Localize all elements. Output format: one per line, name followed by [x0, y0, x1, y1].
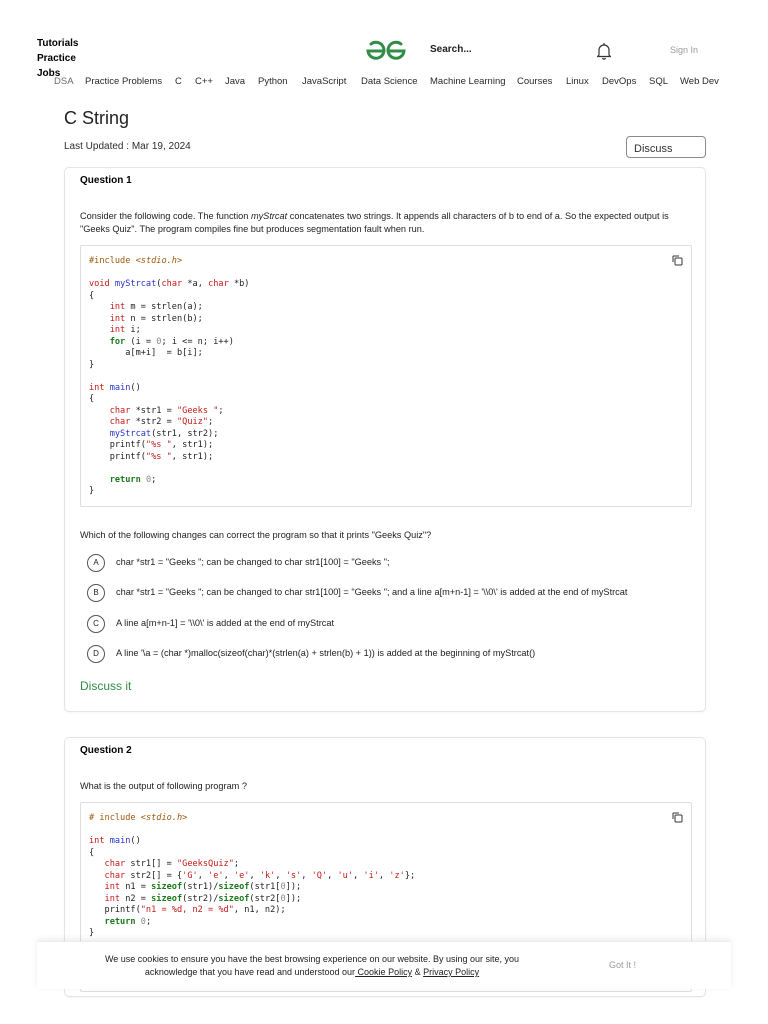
- gfg-logo-icon[interactable]: [364, 40, 408, 62]
- nav-item-practice-problems[interactable]: Practice Problems: [85, 76, 163, 87]
- page-title: C String: [64, 108, 130, 128]
- nav-item-java[interactable]: Java: [225, 76, 246, 87]
- nav-item-sql[interactable]: SQL: [649, 76, 669, 87]
- nav-item-courses[interactable]: Courses: [517, 76, 553, 87]
- discuss-it-link[interactable]: Discuss it: [80, 679, 132, 693]
- nav-item-javascript[interactable]: JavaScript: [302, 76, 347, 87]
- code-content: #include <stdio.h> void myStrcat(char *a, char *b) { int m = strlen(a); int n = strlen(b); int i; for (i = 0; i <= n; i++) a[m+i] = b[i]; } int main() { char *str1 = "Geeks "; char *str2 = "Quiz"; myStrcat(str1, str2); printf("%s ", str1); printf("%s ", str1); return 0; }: [89, 256, 250, 496]
- code-content: # include <stdio.h> int main() { char str1[] = "GeeksQuiz"; char str2[] = {'G', 'e', 'e', 'k', 's', 'Q', 'u', 'i', 'z'}; int n1 = sizeof(str1)/sizeof(str1[0]); int n2 = sizeof(str2)/sizeof(str2[0]); printf("n1 = %d, n2 = %d", n1, n2); return 0; }: [89, 813, 416, 938]
- copy-icon[interactable]: [672, 255, 683, 266]
- top-header: [0, 0, 768, 92]
- nav-item-linux[interactable]: Linux: [566, 76, 589, 87]
- question-prompt: Which of the following changes can correct the program so that it prints "Geeks Quiz"?: [80, 530, 432, 540]
- nav-item-machine-learning[interactable]: Machine Learning: [430, 76, 506, 87]
- question-card: [64, 167, 706, 712]
- category-nav: [0, 74, 768, 92]
- menu-practice[interactable]: Practice: [37, 53, 76, 64]
- search-input[interactable]: Search...: [430, 44, 472, 55]
- option-text: char *str1 = "Geeks "; can be changed to char str1[100] = "Geeks "; and a line a[m+n-1] = '\\0\' is added at the end of myStrcat: [116, 587, 628, 597]
- discuss-button[interactable]: Discuss: [626, 136, 706, 158]
- option-letter: D: [87, 645, 105, 663]
- question-title: Question 2: [80, 745, 132, 756]
- question-title: Question 1: [80, 175, 132, 186]
- menu-tutorials[interactable]: Tutorials: [37, 38, 79, 49]
- nav-item-web-dev[interactable]: Web Dev: [680, 76, 719, 87]
- option-text: A line a[m+n-1] = '\\0\' is added at the end of myStrcat: [116, 618, 335, 628]
- option-text: char *str1 = "Geeks "; can be changed to char str1[100] = "Geeks ";: [116, 557, 390, 567]
- cookie-message: We use cookies to ensure you have the best browsing experience on our website. By using our site, you acknowledge that you have read and understood our Cookie Policy & Privacy Policy: [104, 954, 520, 977]
- option-letter: A: [87, 554, 105, 572]
- nav-item-data-science[interactable]: Data Science: [361, 76, 418, 87]
- cookie-policy-link[interactable]: Cookie Policy: [355, 967, 413, 977]
- nav-item-dsa[interactable]: DSA: [54, 76, 74, 87]
- bell-icon[interactable]: [596, 42, 612, 60]
- function-name: myStrcat: [250, 211, 288, 221]
- code-block: [80, 245, 692, 507]
- option-letter: B: [87, 584, 105, 602]
- privacy-policy-link[interactable]: Privacy Policy: [423, 967, 480, 977]
- last-updated: Last Updated : Mar 19, 2024: [64, 141, 191, 152]
- question-prompt: What is the output of following program ?: [80, 781, 247, 791]
- option-letter: C: [87, 615, 105, 633]
- copy-icon[interactable]: [672, 812, 683, 823]
- menu-jobs[interactable]: Jobs: [37, 68, 61, 79]
- cookie-banner: [37, 941, 731, 989]
- nav-item-python[interactable]: Python: [258, 76, 288, 87]
- question-text: Consider the following code. The function myStrcat concatenates two strings. It appends all characters of b to end of a. So the expected output is "Geeks Quiz". The program compiles fine but produces segmentation fault when run.: [80, 211, 669, 234]
- nav-item-c[interactable]: C: [175, 76, 182, 87]
- option-text: A line '\a = (char *)malloc(sizeof(char)*(strlen(a) + strlen(b) + 1)) is added at the beginning of myStrcat(): [116, 648, 536, 658]
- nav-item-cpp[interactable]: C++: [195, 76, 213, 87]
- sign-in-button[interactable]: Sign In: [670, 45, 699, 55]
- nav-item-devops[interactable]: DevOps: [602, 76, 637, 87]
- got-it-button[interactable]: Got It !: [609, 960, 637, 970]
